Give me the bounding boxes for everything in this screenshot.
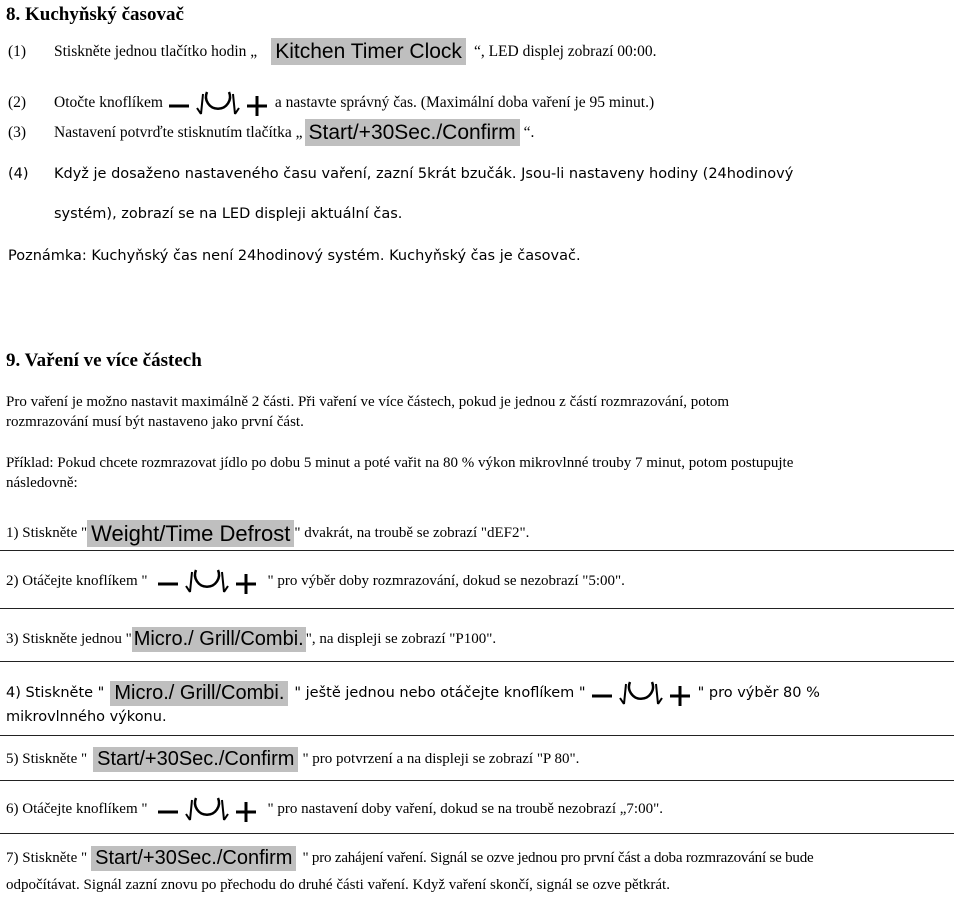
start-confirm-button-label: Start/+30Sec./Confirm xyxy=(93,747,298,772)
step-text: " pro potvrzení a na displeji se zobrazí "P 80". xyxy=(302,751,580,767)
step-6 xyxy=(6,794,663,824)
s9-para-1a: Pro vaření je možno nastavit maximálně 2 části. Při vaření ve více částech, pokud je jednou z částí rozmrazování, potom xyxy=(6,394,730,410)
step-text: 3) Stiskněte jednou " xyxy=(6,631,132,647)
step-5 xyxy=(6,747,579,772)
line-text: Když je dosaženo nastaveného času vaření, zazní 5krát bzučák. Jsou-li nastaveny hodiny (24hodinový xyxy=(54,166,794,182)
start-confirm-button-label: Start/+30Sec./Confirm xyxy=(91,846,296,871)
s9-para-1b: rozmrazování musí být nastaveno jako první část. xyxy=(6,414,304,430)
step-7 xyxy=(6,846,813,871)
step-4 xyxy=(6,678,820,708)
s8-line-1 xyxy=(8,38,656,65)
step-text: " ještě jednou nebo otáčejte knoflíkem " xyxy=(294,685,586,701)
s8-line-2 xyxy=(8,88,654,118)
step-text: " pro výběr doby rozmrazování, dokud se nezobrazí "5:00". xyxy=(267,572,625,589)
s8-note: Poznámka: Kuchyňský čas není 24hodinový systém. Kuchyňský čas je časovač. xyxy=(8,248,581,264)
step-text: " pro nastavení doby vaření, dokud se na troubě nezobrazí „7:00". xyxy=(267,800,663,817)
section-9-heading: 9. Vaření ve více částech xyxy=(6,350,202,371)
step-text: 7) Stiskněte " xyxy=(6,850,88,866)
step-text: " dvakrát, na troubě se zobrazí "dEF2". xyxy=(294,525,530,541)
divider xyxy=(0,550,954,551)
divider xyxy=(0,735,954,736)
step-text: 6) Otáčejte knoflíkem " xyxy=(6,800,148,817)
line-text: “. xyxy=(523,123,535,141)
step-1 xyxy=(6,520,529,547)
divider xyxy=(0,780,954,781)
knob-icon xyxy=(167,88,271,118)
micro-grill-combi-button-label: Micro./ Grill/Combi. xyxy=(110,681,288,706)
line-number: (2) xyxy=(8,94,27,111)
step-7-cont: odpočítávat. Signál zazní znovu po přechodu do druhé části vaření. Když vaření skončí, signál se ozve pětkrát. xyxy=(6,877,670,893)
micro-grill-combi-button-label: Micro./ Grill/Combi. xyxy=(133,628,304,650)
step-2 xyxy=(6,566,625,596)
step-text: 4) Stiskněte " xyxy=(6,685,105,701)
knob-icon xyxy=(156,566,260,596)
s9-para-2b: následovně: xyxy=(6,475,78,491)
s9-para-2a: Příklad: Pokud chcete rozmrazovat jídlo po dobu 5 minut a poté vařit na 80 % výkon mikrovlnné trouby 7 minut, potom postupujte xyxy=(6,455,794,471)
step-text: 1) Stiskněte " xyxy=(6,525,88,541)
step-3 xyxy=(6,627,496,652)
line-text: Stiskněte jednou tlačítko hodin „ xyxy=(54,42,258,60)
step-4-cont: mikrovlnného výkonu. xyxy=(6,709,167,725)
line-number: (1) xyxy=(8,42,27,60)
line-text: Otočte knoflíkem xyxy=(54,94,163,111)
divider xyxy=(0,608,954,609)
s8-line-3 xyxy=(8,119,534,146)
knob-icon xyxy=(590,678,694,708)
line-text: “, LED displej zobrazí 00:00. xyxy=(473,42,657,60)
step-text: " pro zahájení vaření. Signál se ozve jednou pro první část a doba rozmrazování se bude xyxy=(302,850,814,866)
step-text: " pro výběr 80 % xyxy=(697,685,820,701)
s8-line-4-cont: systém), zobrazí se na LED displeji aktuální čas. xyxy=(54,206,403,222)
line-number: (3) xyxy=(8,123,27,141)
step-text: ", na displeji se zobrazí "P100". xyxy=(305,631,497,647)
line-number: (4) xyxy=(8,166,29,182)
line-text: a nastavte správný čas. (Maximální doba vaření je 95 minut.) xyxy=(274,94,655,111)
divider xyxy=(0,661,954,662)
step-text: 5) Stiskněte " xyxy=(6,751,88,767)
kitchen-timer-clock-button-label: Kitchen Timer Clock xyxy=(271,38,466,65)
step-text: 2) Otáčejte knoflíkem " xyxy=(6,572,148,589)
knob-icon xyxy=(156,794,260,824)
divider xyxy=(0,833,954,834)
weight-time-defrost-button-label: Weight/Time Defrost xyxy=(87,520,294,547)
start-confirm-button-label: Start/+30Sec./Confirm xyxy=(305,119,520,146)
line-text: Nastavení potvrďte stisknutím tlačítka „ xyxy=(54,123,303,141)
s8-line-4 xyxy=(8,166,793,182)
section-8-heading: 8. Kuchyňský časovač xyxy=(6,4,184,25)
